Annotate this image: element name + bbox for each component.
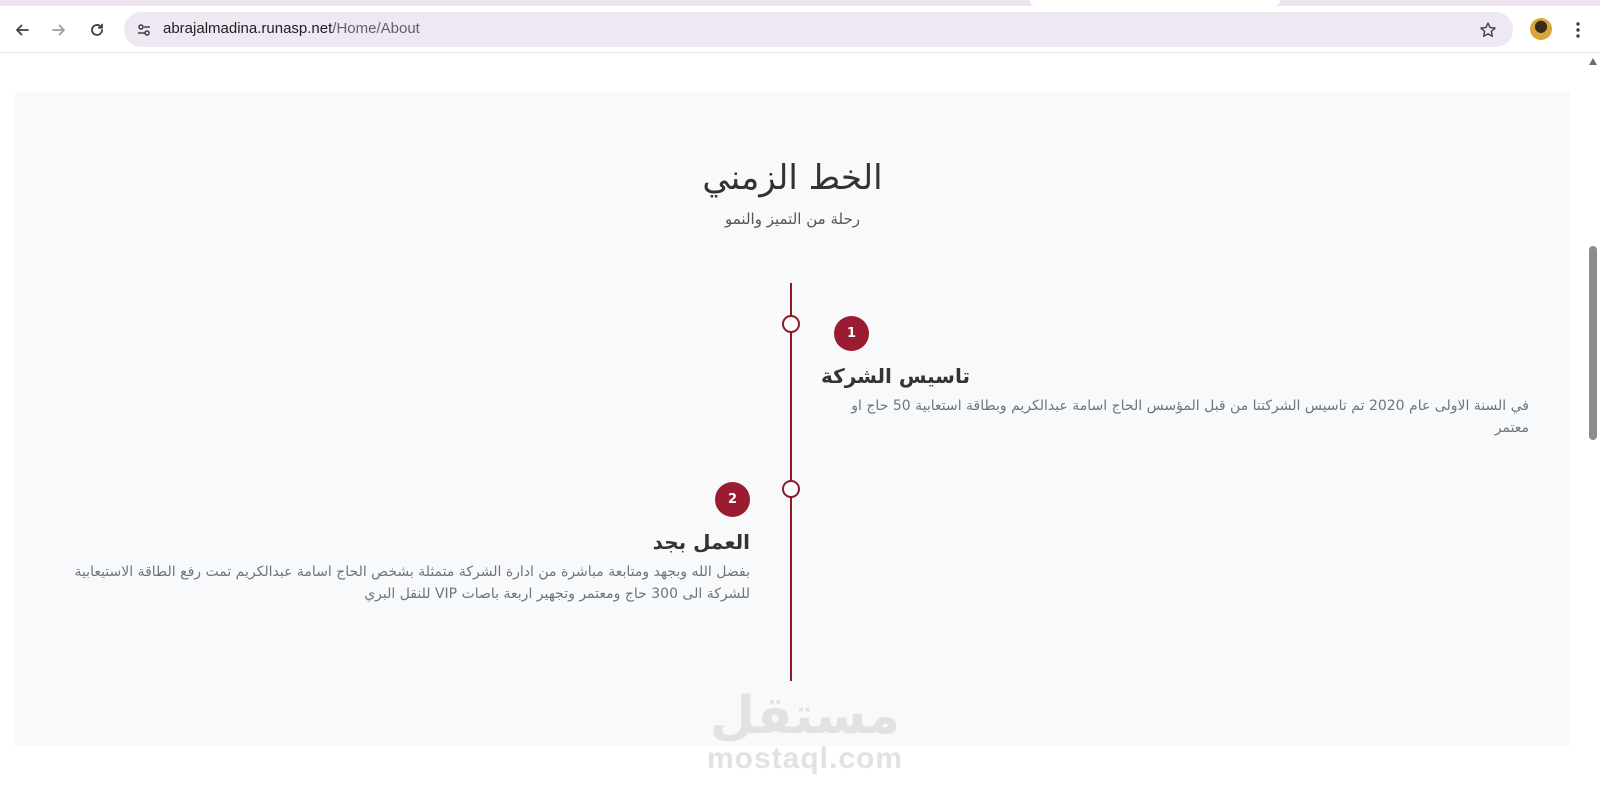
url-text[interactable] — [163, 20, 420, 37]
step-number-badge: 2 — [715, 482, 750, 517]
watermark-arabic: مستقل — [709, 686, 901, 746]
forward-arrow-icon[interactable] — [45, 16, 73, 44]
watermark-logo — [690, 688, 920, 774]
address-bar[interactable] — [124, 12, 1513, 47]
browser-toolbar — [0, 6, 1600, 53]
url-host: abrajalmadina.runasp.net — [163, 20, 333, 37]
timeline-dot — [782, 315, 800, 333]
scrollbar-thumb[interactable] — [1589, 246, 1597, 440]
url-path: /Home/About — [332, 20, 420, 37]
tune-icon[interactable] — [134, 20, 154, 40]
back-arrow-icon[interactable] — [8, 16, 36, 44]
scroll-up-arrow-icon[interactable] — [1589, 58, 1597, 65]
step-number-badge: 1 — [834, 316, 869, 351]
section-subtitle: رحلة من التميز والنمو — [725, 210, 860, 228]
section-title: الخط الزمني — [702, 158, 883, 198]
timeline-item-heading: العمل بجد — [652, 530, 750, 554]
watermark-latin: mostaql.com — [706, 742, 904, 775]
reload-icon[interactable] — [83, 16, 111, 44]
timeline-dot — [782, 480, 800, 498]
profile-avatar[interactable] — [1530, 18, 1552, 40]
timeline-item-text: في السنة الاولى عام 2020 تم تاسيس الشركتنا من قبل المؤسس الحاج اسامة عبدالكريم وبطاقة استعابية 50 حاج او معتمر — [851, 398, 1529, 436]
kebab-menu-icon[interactable] — [1566, 16, 1590, 44]
star-icon[interactable] — [1477, 19, 1499, 41]
timeline-item-text: بفضل الله وبجهد ومتابعة مباشرة من ادارة الشركة متمثلة بشخص الحاج اسامة عبدالكريم تمت رفع الطاقة الاستيعابية للشركة الى 300 حاج ومعتمر وتجهير اربعة باصات VIP للنقل البري — [74, 564, 750, 602]
timeline-item-heading: تاسيس الشركة — [820, 364, 970, 388]
